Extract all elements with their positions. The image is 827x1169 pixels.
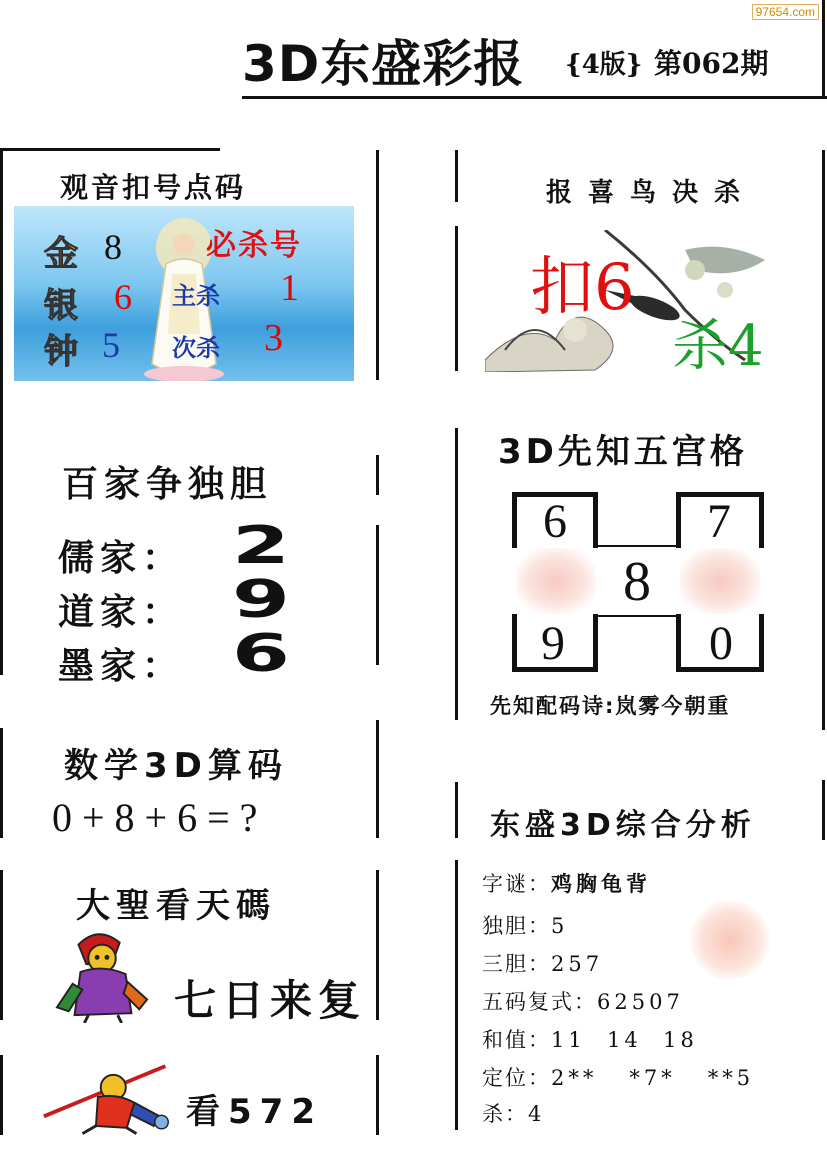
riddle-label: 字谜： [482,872,551,896]
families-heading: 百家争独胆 [62,464,273,505]
divider [0,148,220,151]
bird-heading: 报喜鸟决杀 [546,178,757,208]
issue-number: 第062期 [654,47,769,80]
five-label: 五码复式： [482,990,597,1014]
analysis-row-sum [482,1024,698,1054]
divider [0,728,3,838]
gold-value: 8 [104,227,122,267]
divider [0,870,3,1020]
analysis-row-position [482,1062,754,1092]
divider [0,150,3,525]
grid-bottom-left-number: 9 [541,617,565,670]
divider [376,525,379,665]
divider [822,780,825,840]
grid-heading: 3D先知五宫格 [498,432,748,472]
position-label: 定位： [482,1066,551,1090]
main-kill-label: 主杀 [172,282,220,310]
three-label: 三胆： [482,952,551,976]
divider [455,782,458,838]
position-value: 2** *7* **5 [551,1066,755,1090]
single-label: 独胆： [482,914,551,938]
grid-blur-right [680,548,760,614]
kill-value: 4 [528,1102,546,1126]
math-heading: 数学3D算码 [64,746,288,786]
math-equation: 0 + 8 + 6 = ? [52,795,258,840]
grid-blur-left [516,548,596,614]
analysis-blur [690,900,770,980]
bird-kill-number: 杀4 [672,314,764,379]
mohist-value: 6 [232,624,290,684]
taoist-value: 9 [232,570,290,630]
sum-value: 11 14 18 [551,1028,698,1052]
divider [455,860,458,1130]
mohist-label: 墨家： [58,646,185,687]
confucian-value: 2 [232,516,290,576]
grid-center-number: 8 [623,551,651,613]
sage-prophecy: 七日来复 [174,976,367,1025]
grid-poem: 先知配码诗:岚雾今朝重 [490,694,731,718]
divider [455,226,458,371]
divider [822,150,825,730]
divider [376,720,379,838]
divider [455,150,458,202]
second-kill-label: 次杀 [172,334,220,362]
bell-label: 钟 [44,332,78,372]
analysis-row-three [482,948,603,978]
guanyin-heading: 观音扣号点码 [60,171,247,204]
header-rule-end [822,0,825,98]
guanyin-panel [14,206,354,381]
divider [376,150,379,380]
confucian-label: 儒家： [58,538,185,579]
taoist-label: 道家： [58,592,185,633]
five-value: 62507 [597,990,684,1014]
silver-value: 6 [114,277,132,317]
monkey-king-staff-icon [40,1058,175,1136]
monkey-king-icon [48,925,158,1023]
analysis-heading: 东盛3D综合分析 [490,808,756,843]
sum-label: 和值： [482,1028,551,1052]
divider [0,525,3,675]
silver-label: 银 [44,286,78,326]
site-watermark: 97654.com [752,4,819,20]
analysis-row-five [482,986,684,1016]
analysis-row-single [482,910,568,940]
divider [376,455,379,495]
single-value: 5 [551,914,569,938]
gold-label: 金 [44,234,78,274]
kill-label: 杀： [482,1102,528,1126]
divider [455,428,458,720]
riddle-value: 鸡胸龟背 [551,872,651,896]
divider [0,1055,3,1135]
grid-top-right-number: 7 [707,495,731,548]
analysis-row-riddle [482,868,651,898]
grid-bottom-right-number: 0 [709,617,733,670]
second-kill-value: 3 [264,317,283,359]
newspaper-title: 3D东盛彩报 [242,35,525,93]
main-kill-value: 1 [280,267,299,309]
sage-heading: 大聖看天碼 [76,886,276,926]
edition-label: {4版} [565,50,643,80]
three-value: 257 [551,952,604,976]
bird-keep-number: 扣6 [530,251,635,325]
grid-top-left-number: 6 [543,495,567,548]
must-kill-label: 必杀号 [206,228,302,263]
bell-value: 5 [102,325,120,365]
divider [376,870,379,1020]
header-rule [242,96,827,99]
analysis-row-kill [482,1098,545,1128]
look-numbers: 看572 [186,1092,323,1132]
divider [376,1055,379,1135]
